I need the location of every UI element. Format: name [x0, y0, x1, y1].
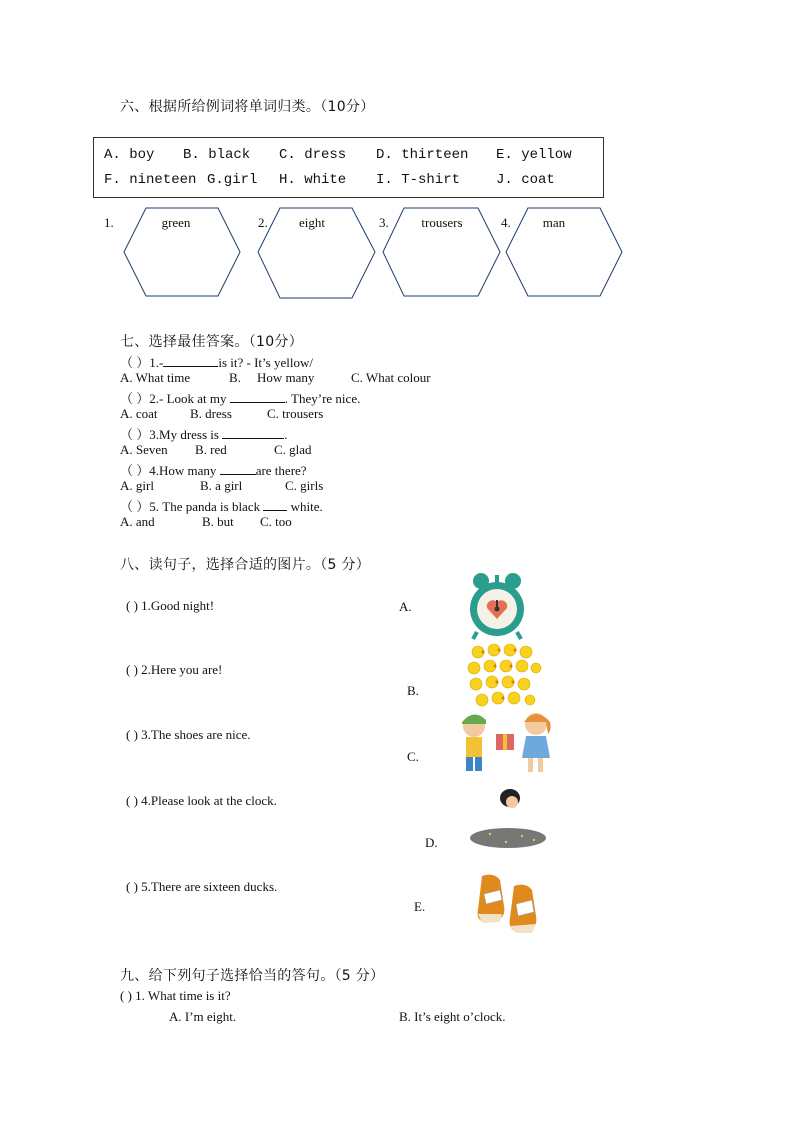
question-text: 1. What time is it? [135, 988, 231, 1003]
word-option: G.girl [207, 172, 258, 188]
hexagon-word: eight [299, 215, 325, 230]
match-item-3 [126, 727, 251, 743]
option: B. a girl [200, 478, 243, 493]
word-option: F. nineteen [104, 172, 197, 188]
option: A. Seven [120, 442, 168, 457]
question-text: white. [290, 499, 323, 514]
picture-letter: A. [399, 599, 412, 614]
answer-paren[interactable]: ( ) [120, 988, 132, 1003]
answer-blank[interactable] [222, 428, 284, 439]
question-7-2 [120, 388, 360, 407]
answer-paren: （ ） [120, 391, 150, 406]
question-text: 2.- Look at my [149, 391, 227, 406]
moon-sleep-icon [466, 772, 550, 852]
alarm-clock-icon [461, 572, 533, 642]
ducks-icon [466, 642, 544, 712]
match-text: 3.The shoes are nice. [141, 727, 251, 742]
question-text: . They’re nice. [284, 391, 361, 406]
option: A. coat [120, 406, 158, 421]
question-text: 3.My dress is [149, 427, 219, 442]
picture-letter: D. [425, 835, 438, 850]
picture-letter: B. [407, 683, 419, 698]
answer-blank[interactable] [163, 356, 218, 367]
answer-paren[interactable]: ( ) [126, 727, 138, 742]
question-text: is it? - It’s yellow/ [218, 355, 313, 370]
answer-paren: （ ） [120, 355, 150, 370]
option: C. trousers [267, 406, 324, 421]
word-option: B. black [183, 147, 251, 163]
section9-title: 九、给下列句子选择恰当的答句。（5 分） [120, 968, 385, 984]
question-7-5 [120, 496, 323, 515]
answer-paren: （ ） [120, 427, 150, 442]
match-item-5 [126, 879, 277, 895]
word-option: H. white [279, 172, 347, 188]
match-text: 2.Here you are! [141, 662, 223, 677]
answer-blank[interactable] [220, 464, 256, 475]
question-text: 4.How many [149, 463, 217, 478]
option: C. What colour [351, 370, 431, 385]
word-option: A. boy [104, 147, 155, 163]
picture-letter: E. [414, 899, 426, 914]
match-item-4 [126, 793, 277, 809]
option: C. girls [285, 478, 324, 493]
hexagon-number: 2. [258, 215, 268, 230]
word-option: I. T-shirt [376, 172, 461, 188]
answer-paren: （ ） [120, 463, 150, 478]
hexagon-number: 1. [104, 215, 114, 230]
match-text: 4.Please look at the clock. [141, 793, 277, 808]
question-7-3 [120, 424, 287, 443]
option: B. red [195, 442, 227, 457]
hexagon-word: trousers [421, 215, 463, 230]
section6-title: 六、根据所给例词将单词归类。（10分） [120, 99, 375, 115]
answer-paren[interactable]: ( ) [126, 793, 138, 808]
match-item-1 [126, 598, 214, 614]
option: A. What time [120, 370, 191, 385]
hexagon-number: 3. [379, 215, 389, 230]
hexagon-word: green [161, 215, 191, 230]
option: B. but [202, 514, 234, 529]
answer-blank[interactable] [263, 500, 287, 511]
word-option: J. coat [496, 172, 555, 188]
shoes-icon [474, 870, 544, 936]
section7-title: 七、选择最佳答案。（10分） [120, 334, 304, 350]
hexagon-number: 4. [501, 215, 511, 230]
option: C. glad [274, 442, 312, 457]
option: A. and [120, 514, 155, 529]
hexagon-word: man [542, 215, 566, 230]
word-option: D. thirteen [376, 147, 469, 163]
option-9-1-a: A. I’m eight. [169, 1009, 237, 1024]
question-text: 1.- [149, 355, 164, 370]
match-text: 5.There are sixteen ducks. [141, 879, 278, 894]
match-text: 1.Good night! [141, 598, 215, 613]
question-7-4 [120, 460, 307, 479]
question-text: 5. The panda is black [149, 499, 261, 514]
word-option: C. dress [279, 147, 347, 163]
answer-blank[interactable] [230, 392, 285, 403]
question-text: are there? [255, 463, 307, 478]
option: C. too [260, 514, 292, 529]
option: A. girl [120, 478, 154, 493]
match-item-2 [126, 662, 222, 678]
question-9-1 [120, 988, 231, 1004]
kids-gift-icon [456, 708, 560, 778]
answer-paren[interactable]: ( ) [126, 598, 138, 613]
answer-paren[interactable]: ( ) [126, 879, 138, 894]
option: B. [229, 370, 241, 385]
question-7-1 [120, 352, 313, 371]
option: B. dress [190, 406, 232, 421]
picture-letter: C. [407, 749, 419, 764]
option: How many [257, 370, 315, 385]
section8-title: 八、读句子，选择合适的图片。（5 分） [120, 557, 371, 573]
answer-paren: （ ） [120, 499, 150, 514]
option-9-1-b: B. It’s eight o’clock. [399, 1009, 506, 1024]
question-text: . [284, 427, 288, 442]
answer-paren[interactable]: ( ) [126, 662, 138, 677]
word-option: E. yellow [496, 147, 572, 163]
hexagon-shapes [0, 200, 794, 310]
